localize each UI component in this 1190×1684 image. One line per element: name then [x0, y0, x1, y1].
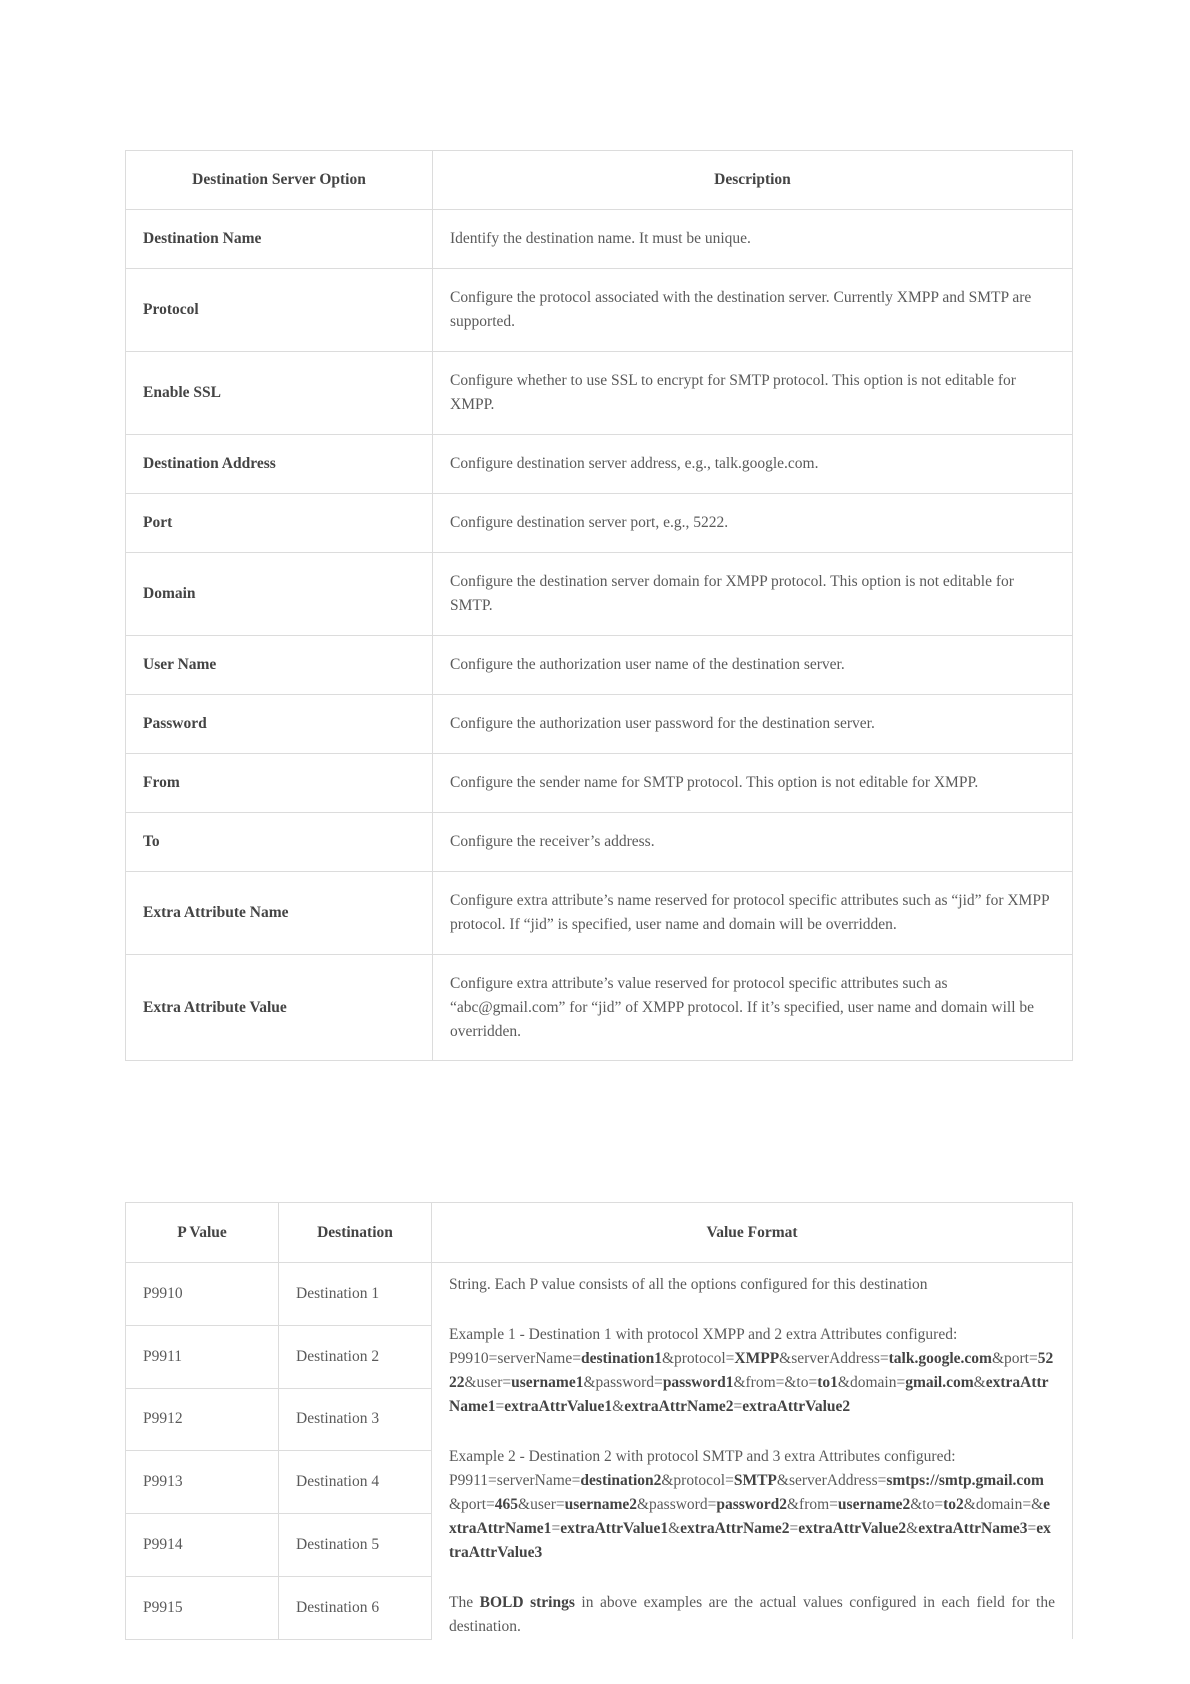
value-segment: &port= [449, 1496, 495, 1513]
table-row [126, 636, 1073, 695]
pvalue-table [125, 1202, 1073, 1640]
value-segment: = [1027, 1520, 1037, 1537]
column-header-description: Description [433, 151, 1073, 210]
table-row [126, 553, 1073, 636]
bold-value-segment: extraAttrValue2 [798, 1520, 907, 1537]
format-intro: String. Each P value consists of all the options configured for this destination [449, 1276, 928, 1293]
value-segment: &user= [518, 1496, 565, 1513]
bold-value-segment: extraAttrValue2 [742, 1398, 851, 1415]
column-header-pvalue: P Value [126, 1203, 279, 1263]
table-row [126, 955, 1073, 1061]
pvalue-cell: P9912 [126, 1388, 279, 1451]
option-name: Destination Address [126, 435, 433, 494]
bold-value-segment: to2 [943, 1496, 964, 1513]
bold-value-segment: 5222 [449, 1350, 1054, 1391]
value-segment: &user= [464, 1374, 512, 1391]
option-description: Configure the receiver’s address. [433, 813, 1073, 872]
destination-cell: Destination 2 [279, 1325, 432, 1388]
value-segment: & [906, 1520, 919, 1537]
value-segment: &password= [636, 1496, 717, 1513]
pvalue-cell: P9913 [126, 1451, 279, 1514]
destination-cell: Destination 1 [279, 1263, 432, 1326]
bold-value-segment: smtps://smtp.gmail.com [886, 1472, 1044, 1489]
bold-value-segment: username1 [511, 1374, 584, 1391]
option-name: Password [126, 695, 433, 754]
option-description: Configure the protocol associated with the destination server. Currently XMPP and SMTP are supported. [433, 269, 1073, 352]
pvalue-cell: P9915 [126, 1576, 279, 1639]
table-row [126, 210, 1073, 269]
value-segment: &password= [583, 1374, 663, 1391]
destination-options-table [125, 150, 1073, 1061]
option-description: Configure destination server address, e.g., talk.google.com. [433, 435, 1073, 494]
bold-value-segment: extraAttrName3 [918, 1520, 1028, 1537]
option-name: Enable SSL [126, 352, 433, 435]
value-segment: = [495, 1398, 505, 1415]
bold-value-segment: username2 [564, 1496, 637, 1513]
table-row [126, 1263, 1073, 1326]
column-header-option: Destination Server Option [126, 151, 433, 210]
table-row [126, 352, 1073, 435]
option-name: From [126, 754, 433, 813]
column-header-value-format: Value Format [432, 1203, 1073, 1263]
value-segment: &from= [786, 1496, 838, 1513]
value-segment: P9911=serverName= [449, 1472, 581, 1489]
example2-title: Example 2 - Destination 2 with protocol SMTP and 3 extra Attributes configured: [449, 1448, 956, 1465]
value-segment: & [973, 1374, 986, 1391]
option-description: Identify the destination name. It must be unique. [433, 210, 1073, 269]
bold-value-segment: extraAttrValue1 [560, 1520, 669, 1537]
column-header-destination: Destination [279, 1203, 432, 1263]
pvalue-cell: P9914 [126, 1514, 279, 1577]
bold-value-segment: destination2 [580, 1472, 662, 1489]
bold-value-segment: SMTP [733, 1472, 777, 1489]
value-segment: &domain= [837, 1374, 906, 1391]
bold-value-segment: extraAttrName2 [624, 1398, 734, 1415]
option-name: Port [126, 494, 433, 553]
option-description: Configure whether to use SSL to encrypt for SMTP protocol. This option is not editable for XMPP. [433, 352, 1073, 435]
destination-cell: Destination 6 [279, 1576, 432, 1639]
value-segment: &serverAddress= [779, 1350, 889, 1367]
value-segment: &serverAddress= [776, 1472, 887, 1489]
value-segment: & [668, 1520, 681, 1537]
example2-string [449, 1469, 1055, 1565]
value-segment: & [612, 1398, 625, 1415]
option-name: Domain [126, 553, 433, 636]
bold-value-segment: password2 [716, 1496, 787, 1513]
option-description: Configure the authorization user name of the destination server. [433, 636, 1073, 695]
option-name: To [126, 813, 433, 872]
value-segment: &domain=& [963, 1496, 1044, 1513]
value-segment: &from=&to= [733, 1374, 818, 1391]
option-name: Destination Name [126, 210, 433, 269]
option-name: User Name [126, 636, 433, 695]
option-name: Extra Attribute Value [126, 955, 433, 1061]
bold-value-segment: extraAttrValue3 [449, 1520, 1051, 1561]
value-segment: &protocol= [661, 1350, 735, 1367]
bold-value-segment: password1 [662, 1374, 734, 1391]
bold-value-segment: 465 [494, 1496, 519, 1513]
value-format-cell [432, 1263, 1073, 1640]
bold-value-segment: extraAttrName2 [680, 1520, 790, 1537]
destination-cell: Destination 3 [279, 1388, 432, 1451]
table-row [126, 754, 1073, 813]
destination-cell: Destination 4 [279, 1451, 432, 1514]
bold-value-segment: destination1 [580, 1350, 662, 1367]
value-segment: = [733, 1398, 743, 1415]
bold-value-segment: XMPP [734, 1350, 780, 1367]
pvalue-cell: P9910 [126, 1263, 279, 1326]
value-segment: &protocol= [661, 1472, 734, 1489]
example1-title: Example 1 - Destination 1 with protocol XMPP and 2 extra Attributes configured: [449, 1326, 958, 1343]
pvalue-cell: P9911 [126, 1325, 279, 1388]
example1-string [449, 1347, 1055, 1419]
bold-value-segment: extraAttrName1 [449, 1374, 1049, 1415]
bold-value-segment: gmail.com [905, 1374, 974, 1391]
value-segment: P9910=serverName= [449, 1350, 581, 1367]
value-segment: = [551, 1520, 561, 1537]
option-name: Protocol [126, 269, 433, 352]
table-row [126, 813, 1073, 872]
option-description: Configure the destination server domain for XMPP protocol. This option is not editable for SMTP. [433, 553, 1073, 636]
option-name: Extra Attribute Name [126, 872, 433, 955]
option-description: Configure the sender name for SMTP protocol. This option is not editable for XMPP. [433, 754, 1073, 813]
value-segment: = [789, 1520, 799, 1537]
bold-value-segment: username2 [837, 1496, 911, 1513]
bold-value-segment: extraAttrName1 [449, 1496, 1051, 1537]
destination-cell: Destination 5 [279, 1514, 432, 1577]
bold-value-segment: to1 [817, 1374, 838, 1391]
option-description: Configure extra attribute’s value reserved for protocol specific attributes such as “abc@gmail.com” for “jid” of XMPP protocol. If it’s specified, user name and domain will be overridden. [433, 955, 1073, 1061]
table-row [126, 435, 1073, 494]
table-row [126, 494, 1073, 553]
bold-strings-note: The BOLD strings in above examples are the actual values configured in each field for the destination. [449, 1594, 1055, 1635]
bold-value-segment: talk.google.com [888, 1350, 992, 1367]
option-description: Configure the authorization user password for the destination server. [433, 695, 1073, 754]
table-row [126, 269, 1073, 352]
option-description: Configure extra attribute’s name reserved for protocol specific attributes such as “jid” for XMPP protocol. If “jid” is specified, user name and domain will be overridden. [433, 872, 1073, 955]
value-segment: &port= [991, 1350, 1038, 1367]
table-row [126, 695, 1073, 754]
option-description: Configure destination server port, e.g., 5222. [433, 494, 1073, 553]
bold-value-segment: extraAttrValue1 [504, 1398, 613, 1415]
value-segment: &to= [910, 1496, 944, 1513]
table-row [126, 872, 1073, 955]
